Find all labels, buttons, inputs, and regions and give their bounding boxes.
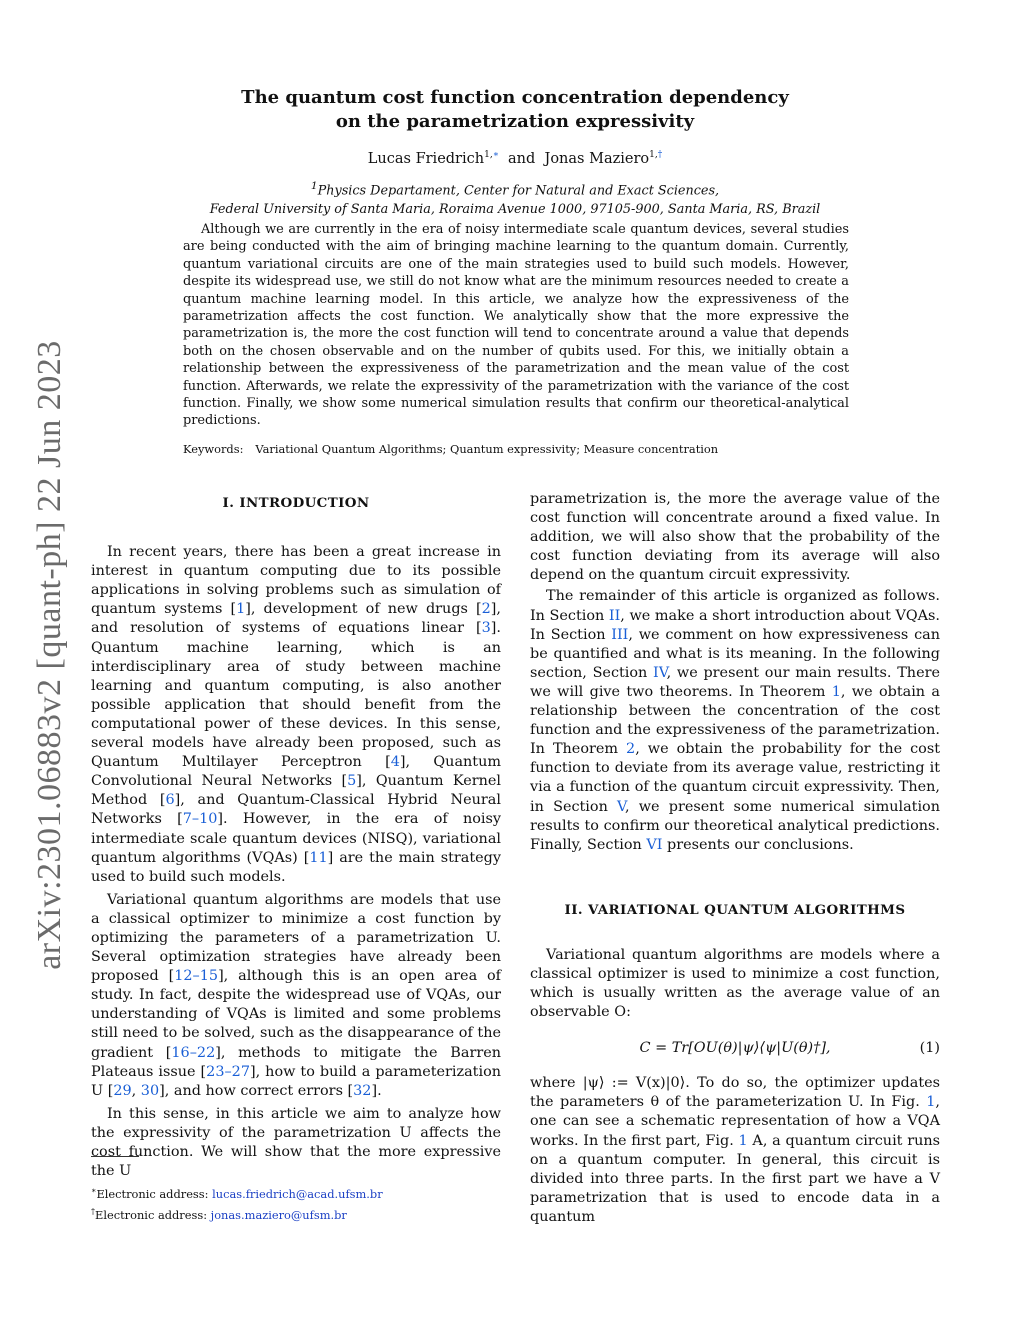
section-heading-vqa: II. VARIATIONAL QUANTUM ALGORITHMS — [564, 901, 906, 918]
citation-link[interactable]: 12–15 — [174, 968, 219, 985]
email-link-1[interactable]: lucas.friedrich@acad.ufsm.br — [212, 1186, 383, 1201]
right-paragraph-1: parametrization is, the more the average value of the cost function will concentrate around a fixed value. In addition, we will also show that the probability of the cost function deviating from its average will also depend on the quantum circuit expressivity. — [530, 491, 940, 584]
citation-link[interactable]: 7–10 — [182, 811, 218, 828]
footnote-1: ∗Electronic address: lucas.friedrich@acad.ufsm.br — [91, 1186, 383, 1201]
theorem-ref-link[interactable]: 1 — [831, 683, 841, 700]
citation-link[interactable]: 32 — [353, 1082, 372, 1099]
section-ref-link[interactable]: II — [608, 607, 621, 624]
vqa-paragraph-2: where |ψ⟩ := V(x)|0⟩. To do so, the optimizer updates the parameters θ of the parameterization U. In Fig. 1, one can see a schematic representation of how a VQA works. In the first part, Fig. 1 A, a quantum circuit runs on a quantum computer. In general, this circuit is divided into three parts. In the first part we have a V parametrization that is used to encode data in a quantum — [530, 1075, 940, 1225]
author-list — [150, 150, 880, 167]
author-connector: and — [508, 150, 536, 167]
affiliation-line-1: Physics Departament, Center for Natural and Exact Sciences, — [317, 183, 720, 199]
author-2: Jonas Maziero — [544, 150, 650, 167]
theorem-ref-link[interactable]: 2 — [626, 741, 636, 758]
citation-link[interactable]: 1 — [236, 601, 246, 618]
affiliation — [150, 176, 880, 219]
section-ref-link[interactable]: VI — [646, 836, 663, 853]
citation-link[interactable]: 5 — [347, 773, 357, 790]
title-line-1: The quantum cost function concentration dependency — [241, 87, 789, 108]
author-1: Lucas Friedrich — [367, 150, 485, 167]
right-paragraph-2: The remainder of this article is organized as follows. In Section II, we make a short introduction about VQAs. In Section III, we comment on how expressiveness can be quantified and what is its meaning. In the following section, Section IV, we present our main results. There we will give two theorems. In Theorem 1, we obtain a relationship between the concentration of the cost function and the expressiveness of the parametrization. In Theorem 2, we obtain the probability for the cost function to deviate from its average value, restricting it via a function of the quantum circuit expressivity. Then, in Section V, we present some numerical simulation results to confirm our theoretical analytical predictions. Finally, Section VI presents our conclusions. — [530, 588, 940, 853]
section-ref-link[interactable]: IV — [653, 664, 667, 681]
intro-paragraph-1: In recent years, there has been a great increase in interest in quantum computing due to its possible applications in solving problems such as simulation of quantum systems [1], development of new drugs [2], and resolution of systems of equations linear [3]. Quantum machine learning, which is an interdisciplinary area of study between machine learning and quantum computing, is also another possible application that should benefit from the computational power of these devices. In this sense, several models have already been proposed, such as Quantum Multilayer Perceptron [4], Quantum Convolutional Neural Networks [5], Quantum Kernel Method [6], and Quantum-Classical Hybrid Neural Networks [7–10]. However, in the era of noisy intermediate scale quantum devices (NISQ), variational quantum algorithms (VQAs) [11] are the main strategy used to build such models. — [91, 544, 502, 885]
equation-number: (1) — [919, 1039, 940, 1056]
citation-link[interactable]: 6 — [165, 792, 175, 809]
figure-ref-link[interactable]: 1 — [738, 1132, 748, 1149]
keywords-label: Keywords: — [183, 442, 244, 456]
figure-ref-link[interactable]: 1 — [926, 1094, 936, 1111]
intro-paragraph-3: In this sense, in this article we aim to analyze how the expressivity of the parametrization U affects the cost function. We will show that the more expressive the U — [91, 1105, 501, 1180]
equation-1 — [530, 1030, 940, 1066]
keywords-text: Variational Quantum Algorithms; Quantum expressivity; Measure concentration — [255, 442, 719, 456]
vqa-paragraph-1: Variational quantum algorithms are models where a classical optimizer is used to minimize a cost function, which is usually written as the average value of an observable O: — [530, 946, 940, 1021]
citation-link[interactable]: 29 — [113, 1082, 132, 1099]
email-link-2[interactable]: jonas.maziero@ufsm.br — [210, 1207, 347, 1222]
footnote-divider — [91, 1156, 139, 1157]
left-column — [91, 490, 501, 1181]
citation-link[interactable]: 16–22 — [171, 1044, 216, 1061]
footnotes — [91, 1182, 501, 1224]
right-column — [530, 490, 940, 1227]
author-1-affil: 1, — [484, 150, 493, 160]
citation-link[interactable]: 2 — [481, 601, 491, 618]
citation-link[interactable]: 11 — [309, 849, 328, 866]
citation-link[interactable]: 30 — [140, 1082, 160, 1099]
paper-title — [150, 86, 880, 134]
author-2-footnote-link[interactable]: † — [657, 150, 663, 160]
affiliation-mark: 1 — [310, 179, 318, 192]
equation-body: C = Tr[OU(θ)|ψ⟩⟨ψ|U(θ)†], — [639, 1039, 831, 1056]
intro-paragraph-2: Variational quantum algorithms are models that use a classical optimizer to minimize a cost function by optimizing the parameters of a parametrization U. Several optimization strategies have already been proposed [12–15], although this is an open area of study. In fact, despite the widespread use of VQAs, our understanding of VQAs is limited and some problems still need to be solved, such as the disappearance of the gradient [16–22], methods to mitigate the Barren Plateaus issue [23–27], how to build a parameterization U [29, 30], and how correct errors [32]. — [91, 891, 502, 1099]
author-1-footnote-link[interactable]: ∗ — [492, 150, 499, 160]
footnote-2: †Electronic address: jonas.maziero@ufsm.br — [91, 1206, 347, 1222]
section-ref-link[interactable]: V — [617, 798, 625, 815]
arxiv-sidebar — [30, 340, 70, 970]
abstract: Although we are currently in the era of noisy intermediate scale quantum devices, several studies are being conducted with the aim of bringing machine learning to the quantum domain. Currently, quantum variational circuits are one of the main strategies used to build such models. However, despite its widespread use, we still do not know what are the minimum resources needed to create a quantum machine learning model. In this article, we analyze how the expressiveness of the parametrization affects the cost function. We analytically show that the more expressive the parametrization is, the more the cost function will tend to concentrate around a value that depends both on the chosen observable and on the number of qubits used. For this, we initially obtain a relationship between the expressiveness of the parametrization and the mean value of the cost function. Afterwards, we relate the expressivity of the parametrization with the variance of the cost function. Finally, we show some numerical simulation results that confirm our theoretical-analytical predictions. — [183, 222, 849, 429]
citation-link[interactable]: 23–27 — [206, 1063, 250, 1080]
citation-link[interactable]: 4 — [390, 754, 400, 771]
arxiv-identifier: arXiv:2301.06883v2 [quant-ph] 22 Jun 2023 — [31, 340, 69, 970]
author-2-affil: 1, — [649, 150, 658, 160]
title-line-2: on the parametrization expressivity — [335, 111, 695, 132]
section-heading-introduction: I. INTRODUCTION — [222, 495, 370, 511]
affiliation-line-2: Federal University of Santa Maria, Roraima Avenue 1000, 97105-900, Santa Maria, RS, Brazil — [209, 202, 821, 218]
keywords — [183, 442, 849, 456]
citation-link[interactable]: 3 — [481, 620, 491, 637]
section-ref-link[interactable]: III — [611, 626, 629, 643]
